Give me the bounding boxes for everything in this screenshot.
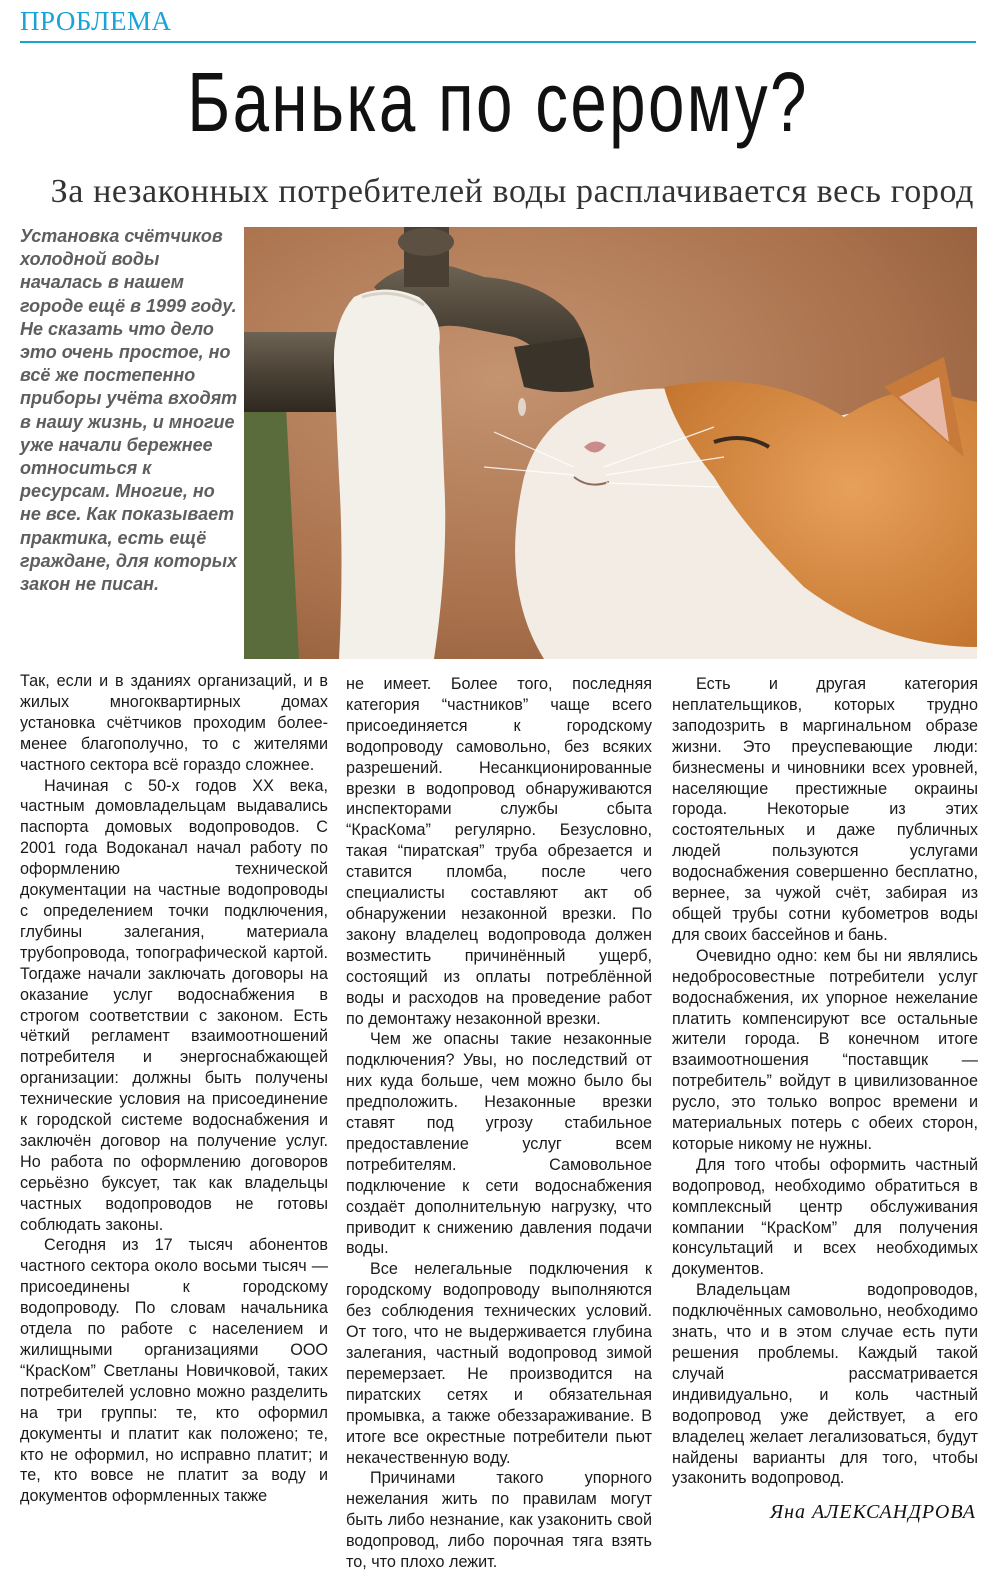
article-column-3: [672, 674, 978, 1489]
author-first-name: Яна: [769, 1501, 807, 1523]
article-column-1: [20, 671, 328, 1507]
rubric-divider: [20, 41, 976, 43]
subheadline: За незаконных потребителей воды расплачивается весь город: [50, 173, 974, 210]
article-paragraph: Так, если и в зданиях организаций, и в жилых многоквартирных домах установка счётчиков проходим более-менее благополучно, то с жителями частного сектора всё гораздо сложнее.: [20, 672, 328, 774]
article-paragraph: Причинами такого упорного нежелания жить по правилам могут быть либо незнание, как узаконить свой водопровод, либо порочная тяга взять то, что плохо лежит.: [346, 1469, 652, 1572]
lead-paragraph: Установка счётчиков холодной воды началась в нашем городе ещё в 1999 году. Не сказать что дело это очень простое, но всё же постепенно приборы учёта входят в нашу жизнь, и многие уже начали бережнее относиться к ресурсам. Многие, но не все. Как показывает практика, есть ещё граждане, для которых закон не писан.: [20, 226, 238, 595]
article-paragraph: Есть и другая категория неплательщиков, которых трудно заподозрить в маргинальном образе жизни. Это преуспевающие люди: бизнесмены и чиновники всех уровней, населяющие престижные окраины города. Некоторые из этих состоятельных и даже публичных людей пользуются услугами водоснабжения совершенно бесплатно, вернее, за чужой счёт, забирая из общей трубы сотни кубометров воды для своих бассейнов и бань.: [672, 675, 978, 944]
cat-drinking-photo: [244, 227, 977, 659]
article-paragraph: Начиная с 50-х годов XX века, частным домовладельцам выдавались паспорта домовых водопроводов. С 2001 года Водоканал начал работу по оформлению технической документации на частные водопроводы с определением точки подключения, глубины залегания, материала трубопровода, топографической картой. Тогдаже начали заключать договоры на оказание услуг водоснабжения в строгом соответствии с законом. Есть чёткий регламент взаимоотношений потребителя и энергоснабжающей организации: должны быть получены технические условия на присоединение к городской системе водоснабжения и заключён договор на получение услуг. Но работа по оформлению договоров серьёзно буксует, так как владельцы частных водопроводов не готовы соблюдать законы.: [20, 776, 328, 1234]
article-column-2: [346, 674, 652, 1573]
cat-drinking-from-tap-icon: [244, 227, 977, 659]
article-paragraph: Чем же опасны такие незаконные подключения? Увы, но последствий от них куда больше, чем можно было бы предположить. Незаконные врезки ставят под угрозу стабильное предоставление услуг всем потребителям. Самовольное подключение к сети водоснабжения создаёт дополнительную нагрузку, что приводит к снижению давления подачи воды.: [346, 1030, 652, 1258]
section-rubric: ПРОБЛЕМА: [20, 6, 172, 36]
article-paragraph: Сегодня из 17 тысяч абонентов частного сектора около восьми тысяч — присоединены к городскому водопроводу. По словам начальника отдела по работе с населением и жилищными организациями ООО “КрасКом” Светланы Новичковой, таких потребителей условно можно разделить на три группы: те, кто оформил документы и платит как положено; те, кто не оформил, но исправно платит; и те, кто вовсе не платит за воду и документов оформленных также: [20, 1236, 328, 1506]
author-signature: [770, 1501, 976, 1524]
article-paragraph: не имеет. Более того, последняя категория “частников” чаще всего присоединяется к городскому водопроводу самовольно, без всяких разрешений. Несанкционированные врезки в водопровод обнаруживаются инспекторами службы сбыта “КрасКома” регулярно. Безусловно, такая “пиратская” труба обрезается и ставится пломба, после чего специалисты составляют акт об обнаружении незаконной врезки. По закону владелец водопровода должен возместить причинённый ущерб, состоящий из оплаты потреблённой воды и расходов на проведение работ по демонтажу незаконной врезки.: [346, 675, 652, 1028]
article-paragraph: Все нелегальные подключения к городскому водопроводу выполняются без соблюдения технических условий. От того, что не выдерживается глубина залегания, частный водопровод зимой перемерзает. Не производится на пиратских сетях и обязательная промывка, а также обеззараживание. В итоге все окрестные потребители пьют некачественную воду.: [346, 1260, 652, 1467]
article-paragraph: Владельцам водопроводов, подключённых самовольно, необходимо знать, что и в этом случае есть пути решения проблемы. Каждый такой случай рассматривается индивидуально, и коль частный водопровод уже действует, а его владелец желает легализоваться, будут найдены варианты для того, чтобы узаконить водопровод.: [672, 1281, 978, 1488]
headline: Банька по серому?: [187, 55, 809, 149]
article-paragraph: Очевидно одно: кем бы ни являлись недобросовестные потребители услуг водоснабжения, их упорное нежелание платить компенсируют все остальные жители города. В конечном итоге взаимоотношения “поставщик — потребитель” войдут в цивилизованное русло, это только вопрос времени и материальных потерь с обеих сторон, которые никому не нужны.: [672, 946, 978, 1153]
article-paragraph: Для того чтобы оформить частный водопровод, необходимо обратиться в комплексный центр обслуживания компании “КрасКом” для получения консультаций и всех необходимых документов.: [672, 1155, 978, 1279]
author-last-name: АЛЕКСАНДРОВА: [812, 1501, 976, 1523]
